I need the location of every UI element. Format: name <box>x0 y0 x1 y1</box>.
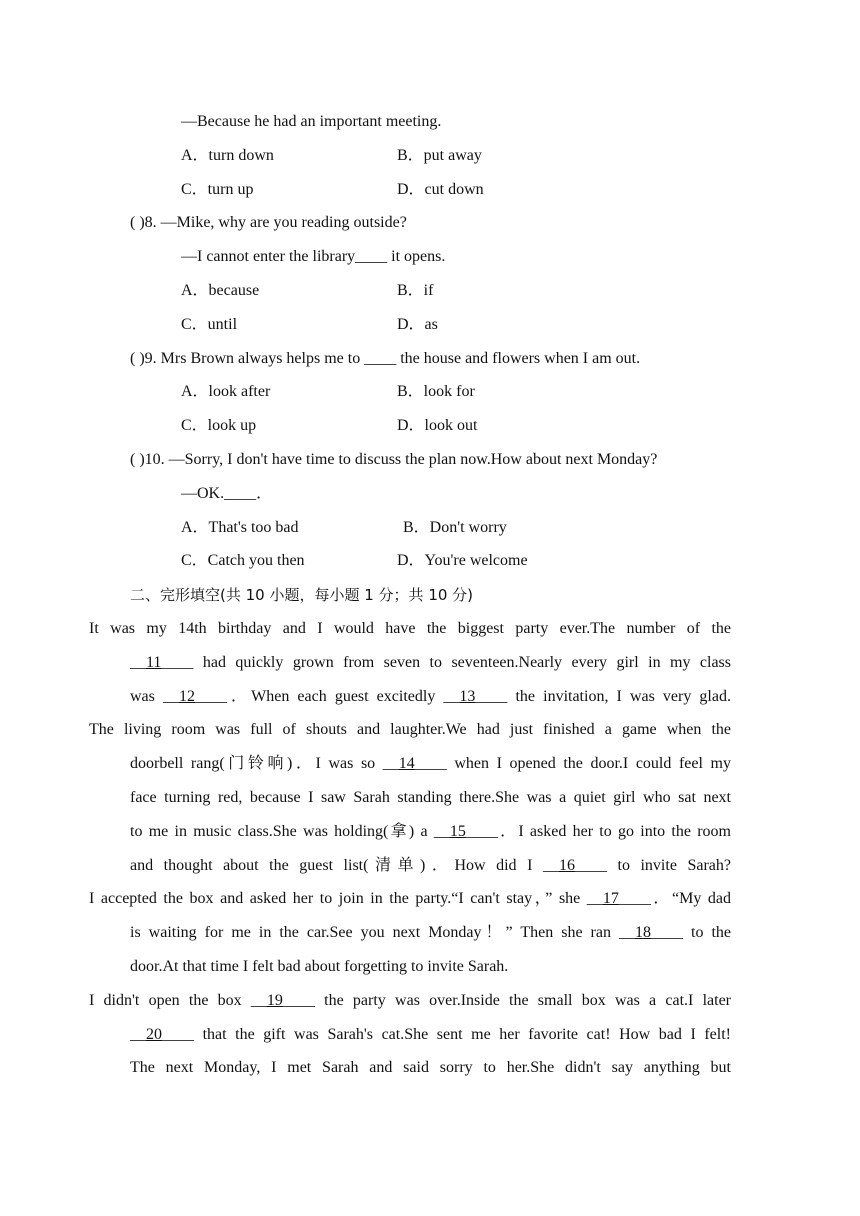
passage-line: __11____ had quickly grown from seven to seventeen.Nearly every girl in my class <box>130 654 731 671</box>
q8-answer: —I cannot enter the library____ it opens. <box>181 248 446 265</box>
q9-option-c: C．look up <box>181 417 257 434</box>
passage-line: is waiting for me in the car.See you next Monday！” Then she ran __18____ to the <box>130 924 731 941</box>
q10-option-d: D．You're welcome <box>397 552 528 569</box>
q7-option-c: C．turn up <box>181 181 254 198</box>
passage-line: was __12____．When each guest excitedly __13____ the invitation, I was very glad. <box>130 688 731 705</box>
passage-line: I didn't open the box __19____ the party was over.Inside the small box was a cat.I later <box>89 992 732 1009</box>
passage-line: I accepted the box and asked her to join in the party.“I can't stay，” she __17____．“My dad <box>89 890 731 907</box>
q10-option-a: A．That's too bad <box>181 519 299 536</box>
q8-option-c: C．until <box>181 316 238 333</box>
blank-17: 17 <box>602 890 619 907</box>
blank-18: 18 <box>635 924 651 941</box>
q10-option-c: C．Catch you then <box>181 552 305 569</box>
passage-line: It was my 14th birthday and I would have the biggest party ever.The number of the <box>89 620 731 637</box>
blank-13: 13 <box>459 688 476 705</box>
q8-option-a: A．because <box>181 282 260 299</box>
q7-option-a: A．turn down <box>181 147 274 164</box>
blank-14: 14 <box>398 755 415 772</box>
q10-question: ( )10. —Sorry, I don't have time to discuss the plan now.How about next Monday? <box>130 451 658 468</box>
q8-option-b: B．if <box>397 282 434 299</box>
passage-line: face turning red, because I saw Sarah standing there.She was a quiet girl who sat next <box>130 789 731 806</box>
blank-15: 15 <box>449 823 466 840</box>
passage-line: The next Monday, I met Sarah and said sorry to her.She didn't say anything but <box>130 1059 731 1076</box>
q7-option-b: B．put away <box>397 147 482 164</box>
q9-option-a: A．look after <box>181 383 271 400</box>
passage-line: doorbell rang(门铃响)．I was so __14____ when I opened the door.I could feel my <box>130 755 731 772</box>
blank-12: 12 <box>178 688 195 705</box>
q10-option-b: B．Don't worry <box>403 519 507 536</box>
q7-option-d: D．cut down <box>397 181 484 198</box>
blank-20: 20 <box>146 1026 162 1043</box>
blank-19: 19 <box>266 992 283 1009</box>
q9-question: ( )9. Mrs Brown always helps me to ____ the house and flowers when I am out. <box>130 350 641 367</box>
section-heading: 二、完形填空(共 10 小题，每小题 1 分；共 10 分) <box>130 586 474 604</box>
passage-line: to me in music class.She was holding(拿) a __15____．I asked her to go into the room <box>130 823 731 840</box>
passage-line: and thought about the guest list(清单)．How did I __16____ to invite Sarah? <box>130 857 731 874</box>
passage-line: door.At that time I felt bad about forgetting to invite Sarah. <box>130 958 509 975</box>
passage-line: __20____ that the gift was Sarah's cat.She sent me her favorite cat! How bad I felt! <box>130 1026 731 1043</box>
q10-answer: —OK.____． <box>181 485 273 502</box>
q9-option-b: B．look for <box>397 383 475 400</box>
passage-line: The living room was full of shouts and laughter.We had just finished a game when the <box>89 721 731 738</box>
q8-option-d: D．as <box>397 316 438 333</box>
q9-option-d: D．look out <box>397 417 478 434</box>
q8-question: ( )8. —Mike, why are you reading outside? <box>130 214 407 231</box>
blank-11: 11 <box>146 654 162 671</box>
q7-answer: —Because he had an important meeting. <box>181 113 442 130</box>
blank-16: 16 <box>558 857 575 874</box>
